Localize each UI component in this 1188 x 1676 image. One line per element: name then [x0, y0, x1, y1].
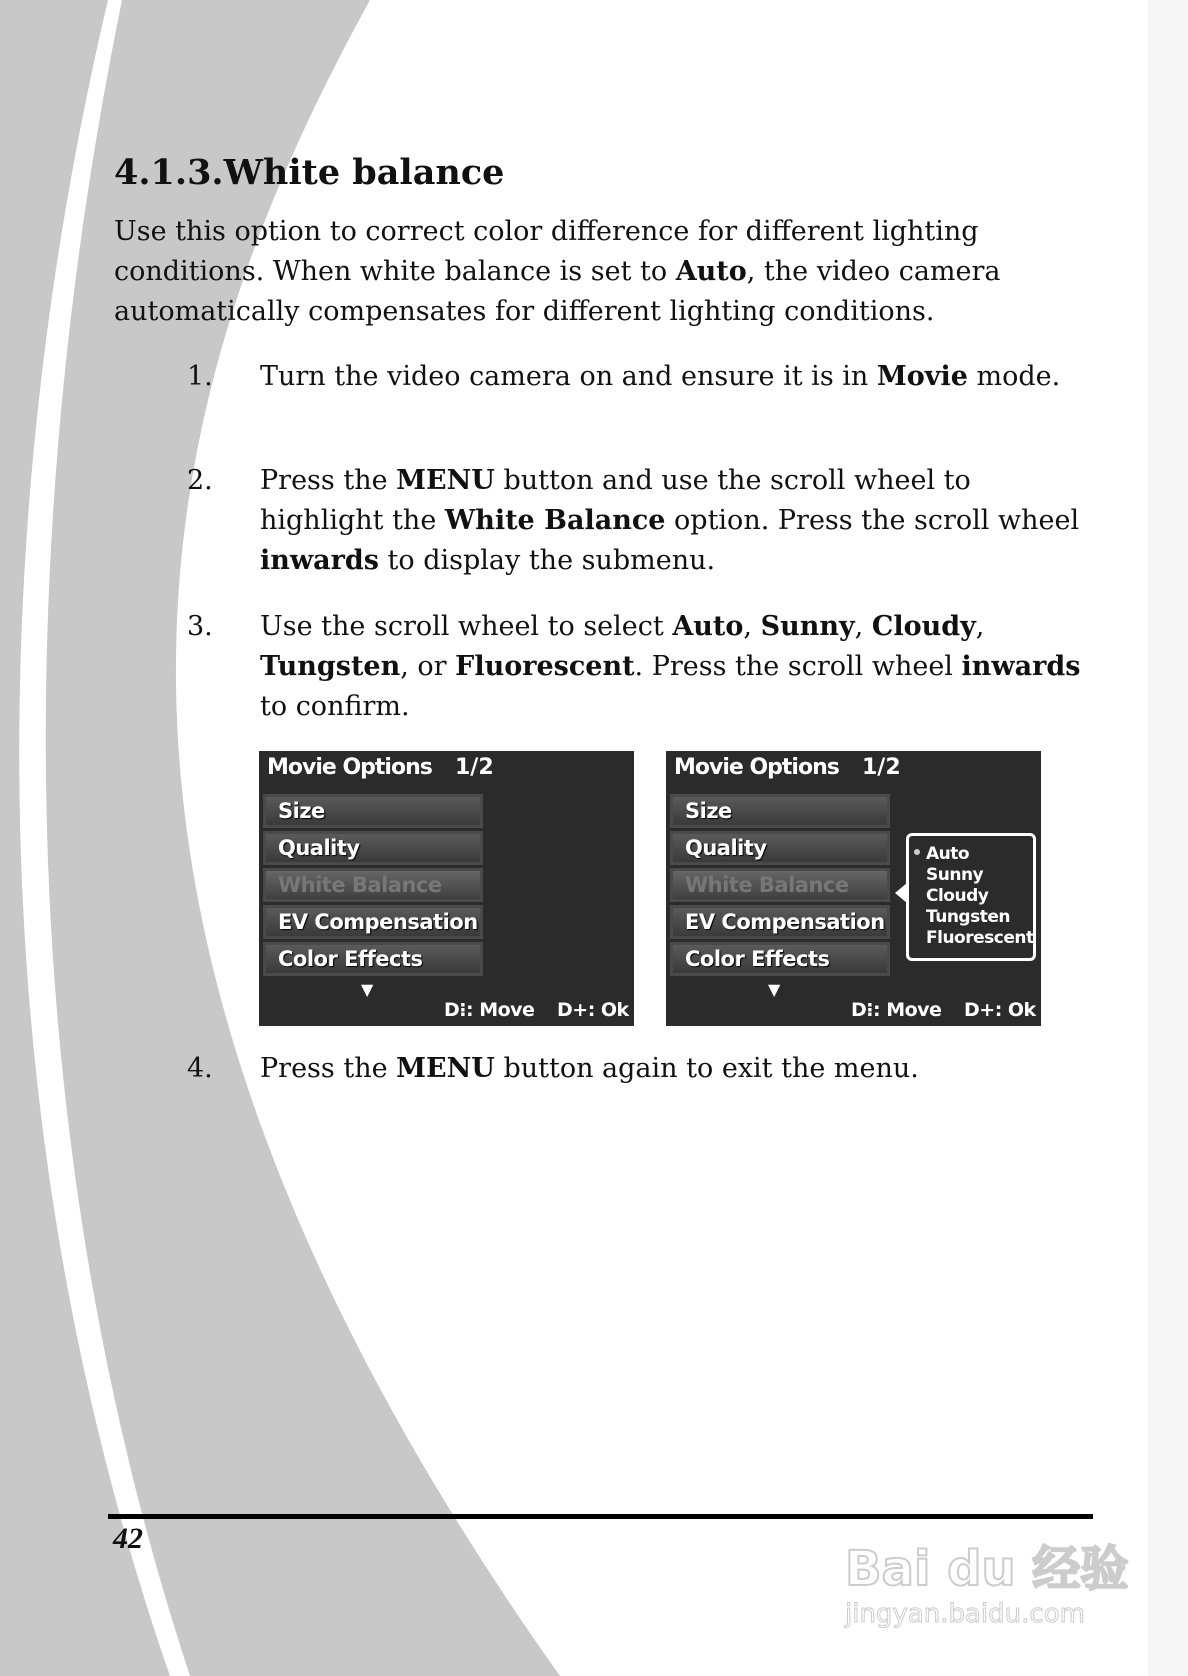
menu-item-color-effects: Color Effects: [670, 942, 890, 976]
menu-page: 1/2: [455, 755, 494, 780]
down-arrow-icon: ▼: [768, 980, 781, 999]
submenu-tungsten: Tungsten: [926, 907, 1010, 927]
menu-item-ev: EV Compensation: [263, 905, 483, 939]
ok-hint: D+: Ok: [557, 999, 629, 1021]
menu-title: Movie Options: [674, 755, 839, 780]
submenu-cloudy: Cloudy: [926, 886, 989, 906]
intro-paragraph: Use this option to correct color difference for different lighting conditions. When white balance is set to Auto, the video camera automatically compensates for different lighting conditions.: [114, 216, 1001, 327]
footer-rule: [108, 1514, 1093, 1519]
menu-item-white-balance: White Balance: [263, 868, 483, 902]
ok-hint: D+: Ok: [964, 999, 1036, 1021]
menu-screenshot-left: [259, 751, 634, 1026]
menu-item-white-balance: White Balance: [670, 868, 890, 902]
move-hint: D⁝: Move: [851, 999, 942, 1021]
menu-screenshot-right: [666, 751, 1041, 1026]
white-balance-submenu: [906, 833, 1036, 961]
baidu-watermark: Bai du 经验 jingyan.baidu.com: [845, 1541, 1129, 1629]
submenu-auto: Auto: [926, 844, 970, 864]
page-edge: [1148, 0, 1188, 1676]
submenu-sunny: Sunny: [926, 865, 984, 885]
selected-dot-icon: [914, 849, 920, 855]
menu-page: 1/2: [862, 755, 901, 780]
menu-item-color-effects: Color Effects: [263, 942, 483, 976]
menu-item-ev: EV Compensation: [670, 905, 890, 939]
menu-item-quality: Quality: [263, 831, 483, 865]
menu-item-quality: Quality: [670, 831, 890, 865]
menu-item-size: Size: [670, 794, 890, 828]
submenu-fluorescent: Fluorescent: [926, 928, 1034, 948]
down-arrow-icon: ▼: [361, 980, 374, 999]
menu-item-size: Size: [263, 794, 483, 828]
section-heading: 4.1.3.White balance: [114, 152, 505, 193]
move-hint: D⁝: Move: [444, 999, 535, 1021]
page-number: 42: [113, 1522, 143, 1555]
menu-title: Movie Options: [267, 755, 432, 780]
